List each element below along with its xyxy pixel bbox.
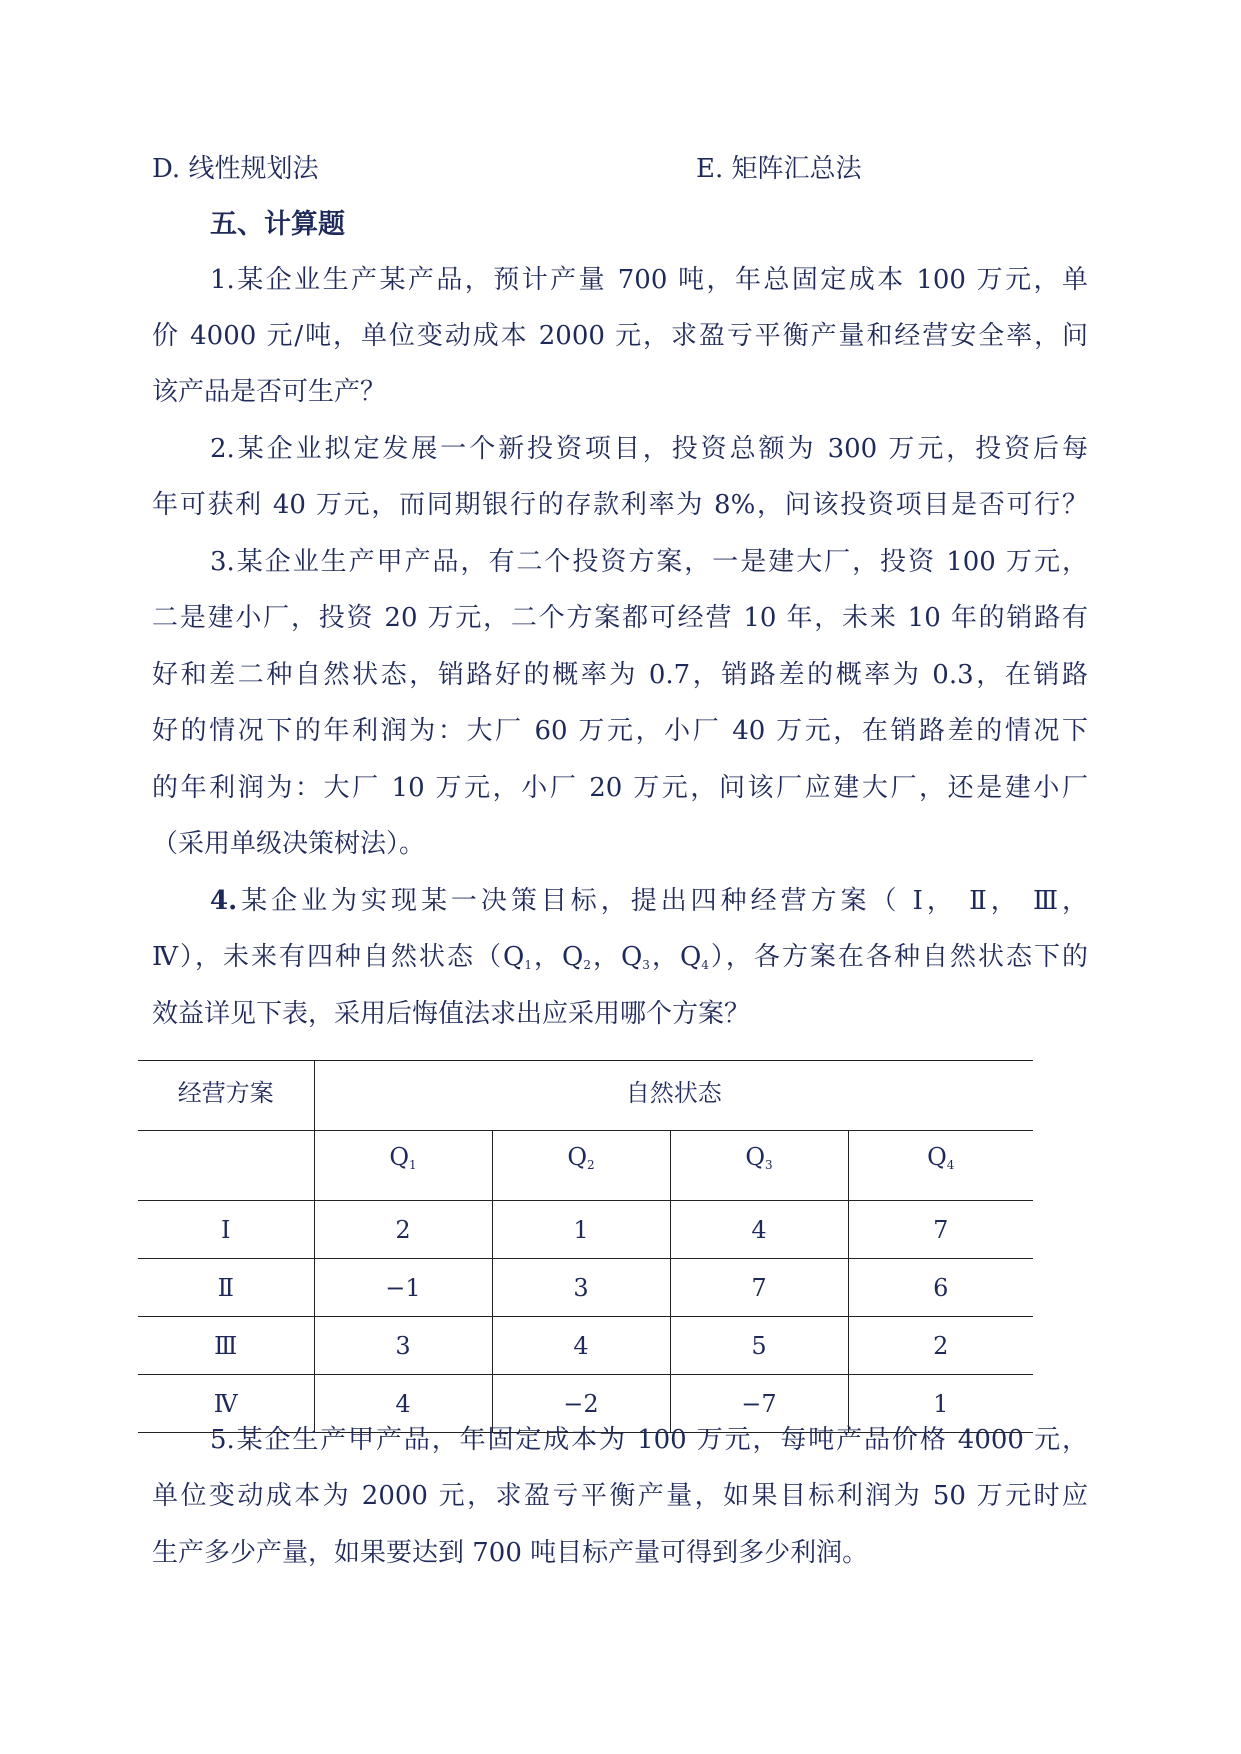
problem-5-line-1: 5.某企生产甲产品，年固定成本为 100 万元，每吨产品价格 4000 元，	[210, 1425, 1088, 1455]
problem-4-line-1	[210, 888, 1088, 914]
value-cell: 6	[848, 1259, 1033, 1317]
table-row	[138, 1259, 1033, 1317]
q-sub: 1	[409, 1158, 417, 1172]
q3-subscript: 3	[642, 958, 650, 972]
header-plan: 经营方案	[177, 1079, 274, 1107]
q2-subscript: 2	[583, 958, 591, 972]
problem-2-line-1: 2.某企业拟定发展一个新投资项目，投资总额为 300 万元，投资后每	[210, 434, 1088, 464]
problem-1-line-2: 价 4000 元/吨，单位变动成本 2000 元，求盈亏平衡产量和经营安全率，问	[152, 321, 1088, 351]
q4-subscript: 4	[701, 958, 709, 972]
q-letter: Q	[745, 1143, 766, 1171]
problem-4-text-a: Ⅳ），未来有四种自然状态（Q	[152, 942, 525, 972]
q-sub: 3	[765, 1158, 773, 1172]
value-cell: 7	[848, 1201, 1033, 1259]
problem-1-line-1: 1.某企业生产某产品，预计产量 700 吨，年总固定成本 100 万元，单	[210, 265, 1088, 295]
value-cell: −1	[314, 1259, 492, 1317]
problem-2-line-2: 年可获利 40 万元，而同期银行的存款利率为 8%，问该投资项目是否可行？	[152, 490, 1088, 520]
value-cell: 7	[670, 1259, 848, 1317]
problem-5-line-2: 单位变动成本为 2000 元，求盈亏平衡产量，如果目标利润为 50 万元时应	[152, 1481, 1088, 1511]
q-letter: Q	[927, 1143, 947, 1171]
options-line	[152, 154, 862, 184]
value-cell: 3	[314, 1317, 492, 1375]
payoff-table	[138, 1060, 1033, 1433]
header-state: 自然状态	[314, 1061, 1033, 1131]
q-sub: 2	[587, 1158, 595, 1172]
value-cell: 5	[670, 1317, 848, 1375]
problem-1-line-3: 该产品是否可生产？	[152, 377, 387, 407]
problem-3-line-3: 好和差二种自然状态，销路好的概率为 0.7，销路差的概率为 0.3，在销路	[152, 660, 1088, 690]
value-cell: 4	[314, 1375, 492, 1433]
plan-cell: Ⅱ	[217, 1273, 234, 1302]
problem-4-line-3: 效益详见下表，采用后悔值法求出应采用哪个方案？	[152, 999, 751, 1029]
problem-4-number: 4.	[210, 886, 238, 916]
q-letter: Q	[389, 1143, 410, 1171]
q-letter: Q	[567, 1143, 588, 1171]
table-state-row	[138, 1131, 1033, 1201]
section-heading: 五、计算题	[210, 209, 345, 240]
problem-4-text-e: ），各方案在各种自然状态下的	[708, 942, 1088, 972]
value-cell: 2	[848, 1317, 1033, 1375]
problem-4-text-c: ，Q	[590, 942, 643, 972]
state-q4	[848, 1131, 1033, 1201]
problem-5-line-3: 生产多少产量，如果要达到 700 吨目标产量可得到多少利润。	[152, 1538, 869, 1568]
value-cell: −7	[670, 1375, 848, 1433]
value-cell: 1	[848, 1375, 1033, 1433]
state-q3	[670, 1131, 848, 1201]
value-cell: −2	[492, 1375, 670, 1433]
problem-3-line-2: 二是建小厂，投资 20 万元，二个方案都可经营 10 年，未来 10 年的销路有	[152, 603, 1088, 633]
empty-cell	[138, 1131, 314, 1201]
value-cell: 4	[492, 1317, 670, 1375]
value-cell: 4	[670, 1201, 848, 1259]
plan-cell: Ⅰ	[221, 1215, 231, 1244]
problem-4-text-b: ，Q	[532, 942, 584, 972]
q-sub: 4	[946, 1158, 955, 1172]
table-header-row	[138, 1061, 1033, 1131]
problem-4-text-d: ，Q	[649, 942, 702, 972]
state-q2	[492, 1131, 670, 1201]
plan-cell: Ⅲ	[214, 1331, 238, 1360]
state-q1	[314, 1131, 492, 1201]
problem-3-line-6: （采用单级决策树法）。	[152, 829, 426, 859]
problem-3-line-5: 的年利润为：大厂 10 万元，小厂 20 万元，问该厂应建大厂，还是建小厂	[152, 773, 1088, 803]
q1-subscript: 1	[524, 958, 532, 972]
problem-4-line-2	[152, 944, 1088, 971]
table-row	[138, 1201, 1033, 1259]
problem-4-line-1-text: 某企业为实现某一决策目标，提出四种经营方案（ Ⅰ， Ⅱ， Ⅲ，	[237, 886, 1088, 916]
problem-3-line-1: 3.某企业生产甲产品，有二个投资方案，一是建大厂，投资 100 万元，	[210, 547, 1088, 577]
table-row	[138, 1375, 1033, 1433]
option-e: E. 矩阵汇总法	[696, 154, 862, 184]
value-cell: 3	[492, 1259, 670, 1317]
value-cell: 1	[492, 1201, 670, 1259]
plan-cell: Ⅳ	[213, 1389, 238, 1418]
option-d: D. 线性规划法	[152, 154, 319, 184]
value-cell: 2	[314, 1201, 492, 1259]
problem-3-line-4: 好的情况下的年利润为：大厂 60 万元，小厂 40 万元，在销路差的情况下	[152, 716, 1088, 746]
table-row	[138, 1317, 1033, 1375]
